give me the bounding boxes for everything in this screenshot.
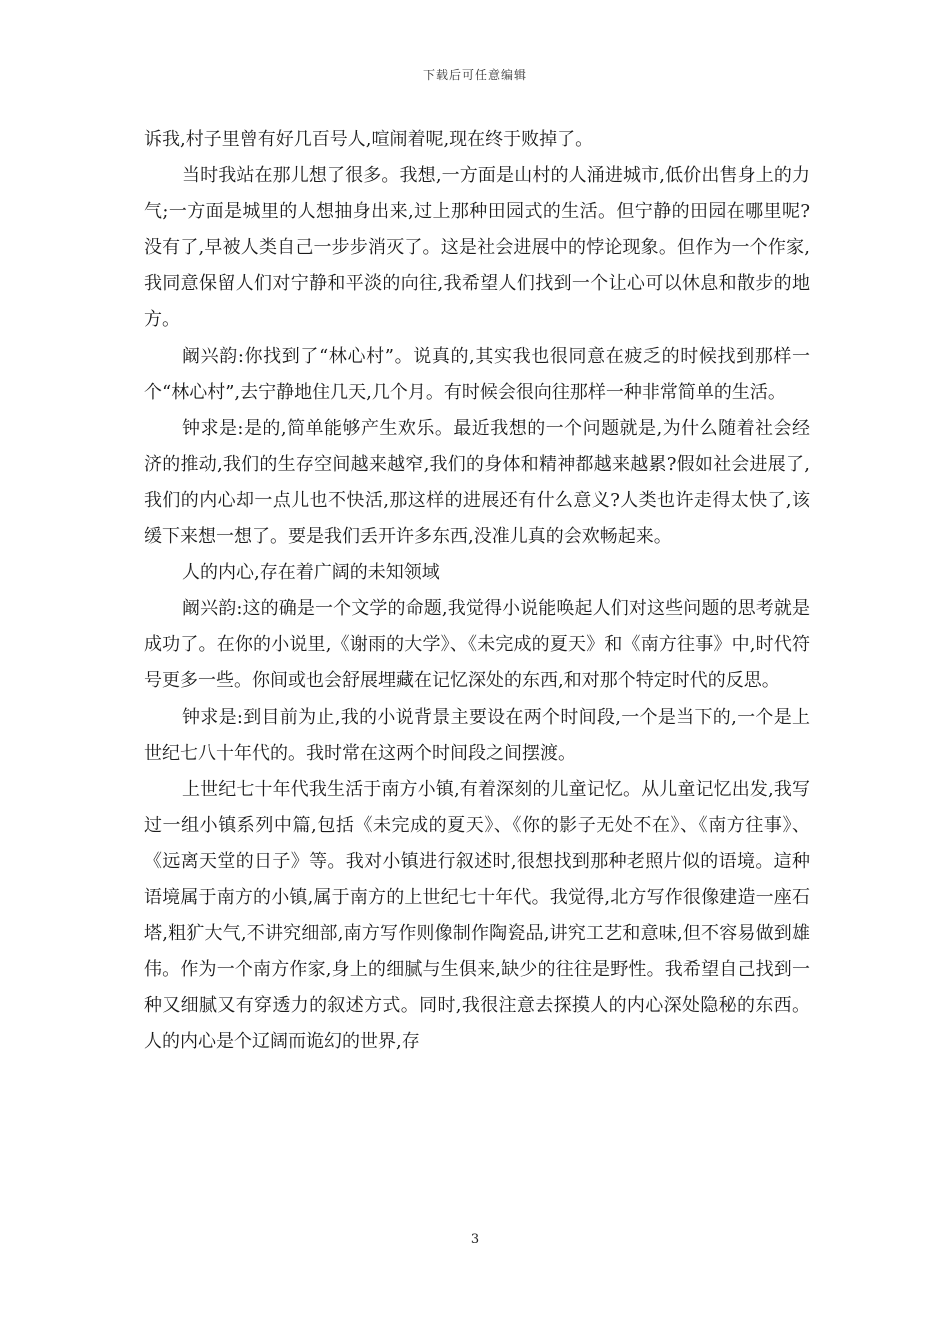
section-heading: 人的内心,存在着广阔的未知领域: [182, 562, 440, 584]
paragraph-dialogue-zhong: 钟求是:到目前为止,我的小说背景主要设在两个时间段,一个是当下的,一个是上世纪七八十年代的。我时常在这两个时间段之间摆渡。: [144, 706, 810, 764]
page-number: 3: [470, 1232, 480, 1247]
page-header: 下载后可任意编辑: [422, 68, 527, 82]
paragraph-dialogue-kan: 阚兴韵:你找到了“林心村”。说真的,其实我也很同意在疲乏的时候找到那样一个“林心村”,去宁静地住几天,几个月。有时候会很向往那样一种非常简单的生活。: [144, 345, 810, 403]
paragraph-dialogue-zhong: 钟求是:是的,简单能够产生欢乐。最近我想的一个问题就是,为什么随着社会经济的推动,我们的生存空间越来越窄,我们的身体和精神都越来越累?假如社会进展了,我们的内心却一点儿也不快活,那这样的进展还有什么意义?人类也许走得太快了,该缓下来想一想了。要是我们丢开许多东西,没准儿真的会欢畅起来。: [144, 417, 810, 548]
document-body: [144, 122, 810, 1060]
paragraph: 当时我站在那儿想了很多。我想,一方面是山村的人涌进城市,低价出售身上的力气;一方面是城里的人想抽身出来,过上那种田园式的生活。但宁静的田园在哪里呢?没有了,早被人类自己一步步消灭了。这是社会进展中的悖论现象。但作为一个作家,我同意保留人们对宁静和平淡的向往,我希望人们找到一个让心可以休息和散步的地方。: [144, 165, 810, 331]
paragraph-continuation: 诉我,村子里曾有好几百号人,喧闹着呢,现在终于败掉了。: [144, 129, 594, 150]
paragraph-dialogue-kan: 阚兴韵:这的确是一个文学的命题,我觉得小说能唤起人们对这些问题的思考就是成功了。在你的小说里,《谢雨的大学》、《未完成的夏天》和《南方往事》中,时代符号更多一些。你间或也会舒展埋藏在记忆深处的东西,和对那个特定时代的反思。: [144, 598, 810, 692]
paragraph: 上世纪七十年代我生活于南方小镇,有着深刻的儿童记忆。从儿童记忆出发,我写过一组小镇系列中篇,包括《未完成的夏天》、《你的影子无处不在》、《南方往事》、《远离天堂的日子》等。我对小镇进行叙述时,很想找到那种老照片似的语境。這种语境属于南方的小镇,属于南方的上世纪七十年代。我觉得,北方写作很像建造一座石塔,粗犷大气,不讲究细部,南方写作则像制作陶瓷品,讲究工艺和意味,但不容易做到雄伟。作为一个南方作家,身上的细腻与生俱来,缺少的往往是野性。我希望自己找到一种又细腻又有穿透力的叙述方式。同时,我很注意去探摸人的内心深处隐秘的东西。人的内心是个辽阔而诡幻的世界,存: [144, 778, 810, 1053]
